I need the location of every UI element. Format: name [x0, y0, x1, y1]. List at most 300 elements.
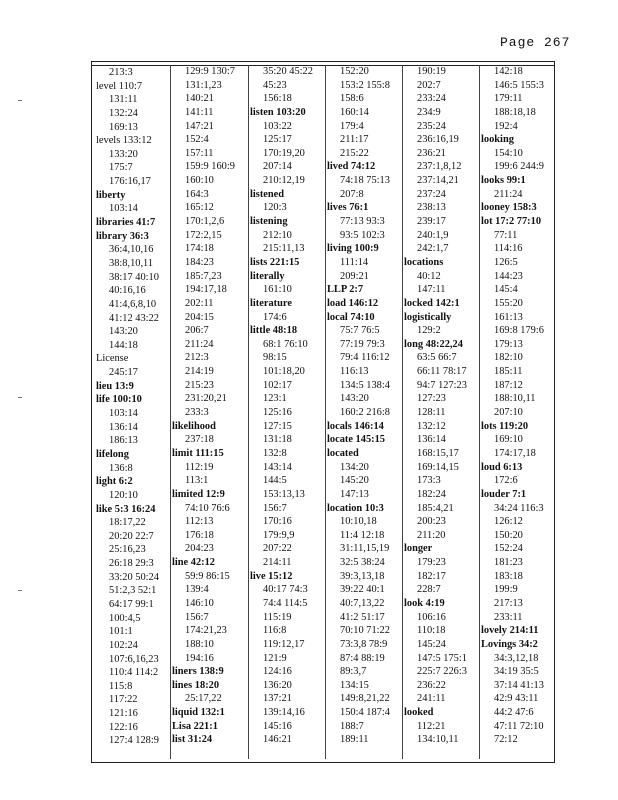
index-term: lived 74:12: [327, 161, 376, 173]
index-locator: 73:3,8 78:9: [340, 638, 388, 650]
index-term: literally: [250, 270, 285, 282]
index-locator: 103:14: [109, 203, 138, 215]
index-locator: 36:4,10,16: [109, 244, 154, 256]
index-locator: 70:10 71:22: [340, 625, 390, 637]
index-locator: 211:24: [185, 338, 214, 350]
index-term: longer: [404, 543, 433, 555]
index-locator: 110:18: [417, 625, 446, 637]
index-locator: 79:4 116:12: [340, 352, 390, 364]
index-locator: 161:10: [263, 284, 292, 296]
index-locator: 209:21: [340, 270, 369, 282]
index-locator: 157:11: [185, 147, 214, 159]
index-locator: 45:23: [263, 79, 287, 91]
index-locator: 174:18: [185, 243, 214, 255]
index-locator: 137:21: [263, 693, 292, 705]
index-locator: 110:4 114:2: [109, 667, 159, 679]
index-locator: 129:9 130:7: [185, 66, 235, 77]
index-locator: 111:14: [340, 256, 369, 268]
index-locator: 51:2,3 52:1: [109, 585, 157, 597]
index-locator: 41:12 43:22: [109, 312, 159, 324]
index-term: lifelong: [96, 448, 129, 460]
index-locator: 207:14: [263, 161, 292, 173]
index-locator: 212:10: [263, 229, 292, 241]
index-locator: 102:17: [263, 379, 292, 391]
index-locator: 34:24 116:3: [494, 502, 544, 514]
index-locator: 77:11: [494, 229, 518, 241]
index-locator: 63:5 66:7: [417, 352, 457, 364]
index-locator: 182:17: [417, 570, 446, 582]
index-locator: 179:9,9: [263, 529, 295, 541]
index-locator: 168:15,17: [417, 447, 459, 459]
index-locator: 131:11: [109, 94, 138, 106]
index-locator: 121:16: [109, 708, 138, 720]
index-locator: 141:11: [185, 106, 214, 118]
index-locator: 213:3: [109, 67, 133, 78]
index-locator: 113:1: [185, 475, 209, 487]
index-locator: 150:4 187:4: [340, 707, 390, 719]
index-locator: 134:15: [340, 679, 369, 691]
margin-mark: [18, 100, 22, 101]
index-locator: 237:14,21: [417, 175, 459, 187]
index-locator: 217:13: [494, 597, 523, 609]
index-locator: 169:14,15: [417, 461, 459, 473]
index-term: looks 99:1: [481, 175, 526, 187]
index-locator: 87:4 88:19: [340, 652, 385, 664]
index-term: liners 138:9: [172, 666, 224, 678]
index-locator: 147:5 175:1: [417, 652, 467, 664]
index-term: library 36:3: [96, 230, 149, 242]
index-locator: 179:11: [494, 93, 523, 105]
index-term: levels 133:12: [96, 135, 152, 147]
index-locator: 39:22 40:1: [340, 584, 385, 596]
index-locator: 182:24: [417, 488, 446, 500]
index-term: lieu 13:9: [96, 380, 134, 392]
index-locator: 225:7 226:3: [417, 666, 467, 678]
index-locator: 176:18: [185, 529, 214, 541]
index-locator: 125:17: [263, 134, 292, 146]
index-term: libraries 41:7: [96, 217, 156, 229]
index-locator: 146:5 155:3: [494, 79, 544, 91]
index-term: like 5:3 16:24: [96, 503, 156, 515]
index-locator: 38:17 40:10: [109, 271, 159, 283]
index-locator: 107:6,16,23: [109, 653, 159, 665]
index-locator: 170:19,20: [263, 147, 305, 159]
index-locator: 102:24: [109, 639, 138, 651]
index-locator: 10:10,18: [340, 516, 377, 528]
index-locator: 236:16,19: [417, 134, 459, 146]
index-locator: 158:6: [340, 93, 364, 105]
index-locator: 142:18: [494, 66, 523, 77]
index-locator: 31:11,15,19: [340, 543, 390, 555]
index-locator: 188:10,11: [494, 393, 536, 405]
index-locator: 169:13: [109, 121, 138, 133]
index-locator: 59:9 86:15: [185, 570, 230, 582]
index-locator: 172:6: [494, 475, 518, 487]
index-term: liquid 132:1: [172, 707, 225, 719]
index-locator: 40:7,13,22: [340, 597, 385, 609]
index-locator: 194:17,18: [185, 284, 227, 296]
margin-mark: [18, 590, 22, 591]
index-term: live 15:12: [250, 570, 293, 582]
index-locator: 131:18: [263, 434, 292, 446]
index-term: locked 142:1: [404, 297, 460, 309]
index-locator: 235:24: [417, 120, 446, 132]
index-term: look 4:19: [404, 597, 445, 609]
index-locator: 98:15: [263, 352, 287, 364]
index-locator: 152:24: [494, 543, 523, 555]
index-locator: 188:10: [185, 638, 214, 650]
index-locator: 202:7: [417, 79, 441, 91]
index-locator: 200:23: [417, 516, 446, 528]
index-term: light 6:2: [96, 476, 133, 488]
index-locator: 143:20: [109, 326, 138, 338]
index-locator: 116:8: [263, 625, 287, 637]
index-locator: 145:16: [263, 720, 292, 732]
index-term: Lovings 34:2: [481, 638, 538, 650]
index-locator: 32:5 38:24: [340, 557, 385, 569]
index-locator: 237:1,8,12: [417, 161, 462, 173]
index-locator: 174:21,23: [185, 625, 227, 637]
index-locator: 37:14 41:13: [494, 679, 544, 691]
index-locator: 101:1: [109, 626, 133, 638]
index-term: locals 146:14: [327, 420, 384, 432]
index-locator: 26:18 29:3: [109, 558, 154, 570]
index-locator: 74:18 75:13: [340, 175, 390, 187]
index-locator: 211:17: [340, 134, 369, 146]
index-locator: 152:20: [340, 66, 369, 77]
index-locator: 47:11 72:10: [494, 720, 544, 732]
index-locator: 134:5 138:4: [340, 379, 390, 391]
index-term: lines 18:20: [172, 679, 220, 691]
index-locator: 126:12: [494, 516, 523, 528]
index-locator: 156:7: [263, 502, 287, 514]
index-locator: 153:2 155:8: [340, 79, 390, 91]
index-term: limit 111:15: [172, 447, 224, 459]
index-locator: 150:20: [494, 529, 523, 541]
index-locator: 160:2 216:8: [340, 407, 390, 419]
index-locator: 176:16,17: [109, 176, 151, 188]
index-locator: 20:20 22:7: [109, 530, 154, 542]
index-locator: 179:13: [494, 338, 523, 350]
index-locator: 25:17,22: [185, 693, 222, 705]
index-locator: 207:8: [340, 188, 364, 200]
index-locator: 181:23: [494, 557, 523, 569]
index-locator: 146:10: [185, 597, 214, 609]
index-locator: 174:6: [263, 311, 287, 323]
index-locator: 34:19 35:5: [494, 666, 539, 678]
index-term: lives 76:1: [327, 202, 369, 214]
index-locator: 120:10: [109, 489, 138, 501]
index-locator: 204:15: [185, 311, 214, 323]
index-locator: 125:16: [263, 407, 292, 419]
index-locator: 155:20: [494, 297, 523, 309]
index-locator: 214:11: [263, 557, 292, 569]
index-locator: 74:4 114:5: [263, 597, 308, 609]
index-locator: 169:8 179:6: [494, 325, 544, 337]
index-term: liberty: [96, 189, 126, 201]
index-term: life 100:10: [96, 394, 142, 406]
index-term: location 10:3: [327, 502, 384, 514]
index-locator: 147:21: [185, 120, 214, 132]
index-locator: 66:11 78:17: [417, 366, 467, 378]
index-locator: 136:14: [417, 434, 446, 446]
index-locator: 42:9 43:11: [494, 693, 539, 705]
index-locator: 231:20,21: [185, 393, 227, 405]
index-term: load 146:12: [327, 297, 379, 309]
index-locator: 75:7 76:5: [340, 325, 380, 337]
index-term: lists 221:15: [250, 256, 300, 268]
index-locator: 119:12,17: [263, 638, 305, 650]
index-term: logistically: [404, 311, 452, 323]
index-locator: 202:11: [185, 297, 214, 309]
index-locator: 190:19: [417, 66, 446, 77]
index-locator: 93:5 102:3: [340, 229, 385, 241]
index-locator: 214:19: [185, 366, 214, 378]
index-locator: 127:4 128:9: [109, 735, 159, 747]
index-locator: 114:16: [494, 243, 523, 255]
index-locator: 129:2: [417, 325, 441, 337]
index-locator: 173:3: [417, 475, 441, 487]
index-locator: 112:13: [185, 516, 214, 528]
page-number: Page 267: [500, 35, 571, 50]
index-locator: 40:12: [417, 270, 441, 282]
index-locator: 89:3,7: [340, 666, 367, 678]
index-locator: 128:11: [417, 407, 446, 419]
index-locator: 74:10 76:6: [185, 502, 230, 514]
index-locator: 233:11: [494, 611, 523, 623]
index-term: living 100:9: [327, 243, 379, 255]
index-locator: 139:4: [185, 584, 209, 596]
index-locator: 215:11,13: [263, 243, 305, 255]
index-locator: 240:1,9: [417, 229, 449, 241]
index-locator: 101:18,20: [263, 366, 305, 378]
index-locator: 187:12: [494, 379, 523, 391]
index-locator: 134:20: [340, 461, 369, 473]
index-term: loud 6:13: [481, 461, 523, 473]
index-term: level 110:7: [96, 80, 143, 92]
index-locator: 77:13 93:3: [340, 216, 385, 228]
index-locator: 39:3,13,18: [340, 570, 385, 582]
index-locator: 237:24: [417, 188, 446, 200]
index-locator: 136:14: [109, 421, 138, 433]
index-locator: 165:12: [185, 202, 214, 214]
index-term: License: [96, 353, 129, 365]
index-term: lovely 214:11: [481, 625, 539, 637]
index-locator: 127:23: [417, 393, 446, 405]
index-column-5: [402, 65, 481, 759]
index-locator: 132:12: [417, 420, 446, 432]
index-locator: 188:7: [340, 720, 364, 732]
index-locator: 35:20 45:22: [263, 66, 313, 77]
index-locator: 145:4: [494, 284, 518, 296]
index-column-6: [479, 65, 554, 759]
index-locator: 34:3,12,18: [494, 652, 539, 664]
index-column-1: [95, 66, 173, 748]
index-locator: 156:7: [185, 611, 209, 623]
index-locator: 126:5: [494, 256, 518, 268]
index-locator: 115:19: [263, 611, 292, 623]
index-locator: 149:8,21,22: [340, 693, 390, 705]
index-locator: 192:4: [494, 120, 518, 132]
index-locator: 64:17 99:1: [109, 598, 154, 610]
index-column-2: [170, 65, 249, 759]
index-locator: 112:21: [417, 720, 446, 732]
index-term: locate 145:15: [327, 434, 385, 446]
index-locator: 112:19: [185, 461, 214, 473]
index-term: looked: [404, 707, 434, 719]
index-locator: 156:18: [263, 93, 292, 105]
index-locator: 127:15: [263, 420, 292, 432]
index-locator: 116:13: [340, 366, 369, 378]
index-term: little 48:18: [250, 325, 298, 337]
index-locator: 131:1,23: [185, 79, 222, 91]
index-locator: 38:8,10,11: [109, 257, 154, 269]
index-locator: 144:23: [494, 270, 523, 282]
index-locator: 236:21: [417, 147, 446, 159]
index-locator: 194:16: [185, 652, 214, 664]
index-locator: 215:23: [185, 379, 214, 391]
index-locator: 183:18: [494, 570, 523, 582]
index-locator: 211:24: [494, 188, 523, 200]
margin-mark: [18, 397, 22, 398]
index-locator: 115:8: [109, 680, 133, 692]
index-locator: 189:11: [340, 734, 369, 746]
index-locator: 77:19 79:3: [340, 338, 385, 350]
index-locator: 140:21: [185, 93, 214, 105]
index-locator: 228:7: [417, 584, 441, 596]
index-locator: 121:9: [263, 652, 287, 664]
index-column-3: [248, 65, 327, 759]
index-locator: 239:17: [417, 216, 446, 228]
index-locator: 184:23: [185, 256, 214, 268]
index-locator: 233:24: [417, 93, 446, 105]
index-locator: 132:8: [263, 447, 287, 459]
index-term: listening: [250, 216, 288, 228]
index-locator: 103:22: [263, 120, 292, 132]
index-locator: 145:20: [340, 475, 369, 487]
index-locator: 72:12: [494, 734, 518, 746]
index-locator: 124:16: [263, 666, 292, 678]
index-locator: 212:3: [185, 352, 209, 364]
index-locator: 179:4: [340, 120, 364, 132]
index-term: LLP 2:7: [327, 284, 364, 296]
index-locator: 18:17,22: [109, 517, 146, 529]
index-locator: 123:1: [263, 393, 287, 405]
index-locator: 186:13: [109, 435, 138, 447]
index-locator: 153:13,13: [263, 488, 305, 500]
index-locator: 145:24: [417, 638, 446, 650]
index-locator: 33:20 50:24: [109, 571, 159, 583]
index-locator: 143:20: [340, 393, 369, 405]
index-locator: 120:3: [263, 202, 287, 214]
index-locator: 211:20: [417, 529, 446, 541]
index-locator: 199:6 244:9: [494, 161, 544, 173]
index-locator: 11:4 12:18: [340, 529, 385, 541]
index-term: lots 119:20: [481, 420, 529, 432]
index-locator: 144:18: [109, 339, 138, 351]
index-locator: 185:11: [494, 366, 523, 378]
index-locator: 169:10: [494, 434, 523, 446]
index-locator: 175:7: [109, 162, 133, 174]
index-locator: 215:22: [340, 147, 369, 159]
index-locator: 172:2,15: [185, 229, 222, 241]
index-locator: 133:20: [109, 148, 138, 160]
index-locator: 170:16: [263, 516, 292, 528]
index-locator: 242:1,7: [417, 243, 449, 255]
index-term: looking: [481, 134, 514, 146]
index-term: lot 17:2 77:10: [481, 216, 542, 228]
index-locator: 159:9 160:9: [185, 161, 235, 173]
index-locator: 106:16: [417, 611, 446, 623]
index-term: looney 158:3: [481, 202, 537, 214]
index-locator: 241:11: [417, 693, 446, 705]
index-locator: 234:9: [417, 106, 441, 118]
index-locator: 164:3: [185, 188, 209, 200]
index-locator: 44:2 47:6: [494, 707, 534, 719]
index-locator: 174:17,18: [494, 447, 536, 459]
index-locator: 160:14: [340, 106, 369, 118]
index-locator: 146:21: [263, 734, 292, 746]
index-locator: 245:17: [109, 367, 138, 379]
index-locator: 152:4: [185, 134, 209, 146]
index-locator: 237:18: [185, 434, 214, 446]
index-locator: 143:14: [263, 461, 292, 473]
index-locator: 136:8: [109, 462, 133, 474]
index-locator: 103:14: [109, 408, 138, 420]
index-locator: 25:16,23: [109, 544, 146, 556]
index-locator: 100:4,5: [109, 612, 141, 624]
index-term: Lisa 221:1: [172, 720, 218, 732]
index-locator: 147:13: [340, 488, 369, 500]
index-locator: 94:7 127:23: [417, 379, 467, 391]
index-locator: 233:3: [185, 407, 209, 419]
index-locator: 41:2 51:17: [340, 611, 385, 623]
index-locator: 188:18,18: [494, 106, 536, 118]
index-column-4: [325, 65, 404, 759]
index-locator: 160:10: [185, 175, 214, 187]
index-locator: 170:1,2,6: [185, 216, 225, 228]
index-locator: 182:10: [494, 352, 523, 364]
index-locator: 210:12,19: [263, 175, 305, 187]
index-locator: 207:10: [494, 407, 523, 419]
index-locator: 68:1 76:10: [263, 338, 308, 350]
index-locator: 136:20: [263, 679, 292, 691]
index-locator: 207:22: [263, 543, 292, 555]
index-term: listened: [250, 188, 285, 200]
index-locator: 40:16,16: [109, 285, 146, 297]
index-locator: 204:23: [185, 543, 214, 555]
index-locator: 41:4,6,8,10: [109, 298, 157, 310]
index-locator: 40:17 74:3: [263, 584, 308, 596]
index-term: list 31:24: [172, 734, 213, 746]
index-term: long 48:22,24: [404, 338, 463, 350]
index-locator: 134:10,11: [417, 734, 459, 746]
index-locator: 122:16: [109, 721, 138, 733]
index-term: local 74:10: [327, 311, 375, 323]
index-locator: 144:5: [263, 475, 287, 487]
index-term: locations: [404, 256, 444, 268]
index-locator: 179:23: [417, 557, 446, 569]
index-locator: 132:24: [109, 107, 138, 119]
index-term: limited 12:9: [172, 488, 225, 500]
index-term: literature: [250, 297, 292, 309]
index-term: listen 103:20: [250, 106, 306, 118]
index-locator: 238:13: [417, 202, 446, 214]
index-locator: 206:7: [185, 325, 209, 337]
index-locator: 236:22: [417, 679, 446, 691]
index-locator: 139:14,16: [263, 707, 305, 719]
index-term: likelihood: [172, 420, 216, 432]
